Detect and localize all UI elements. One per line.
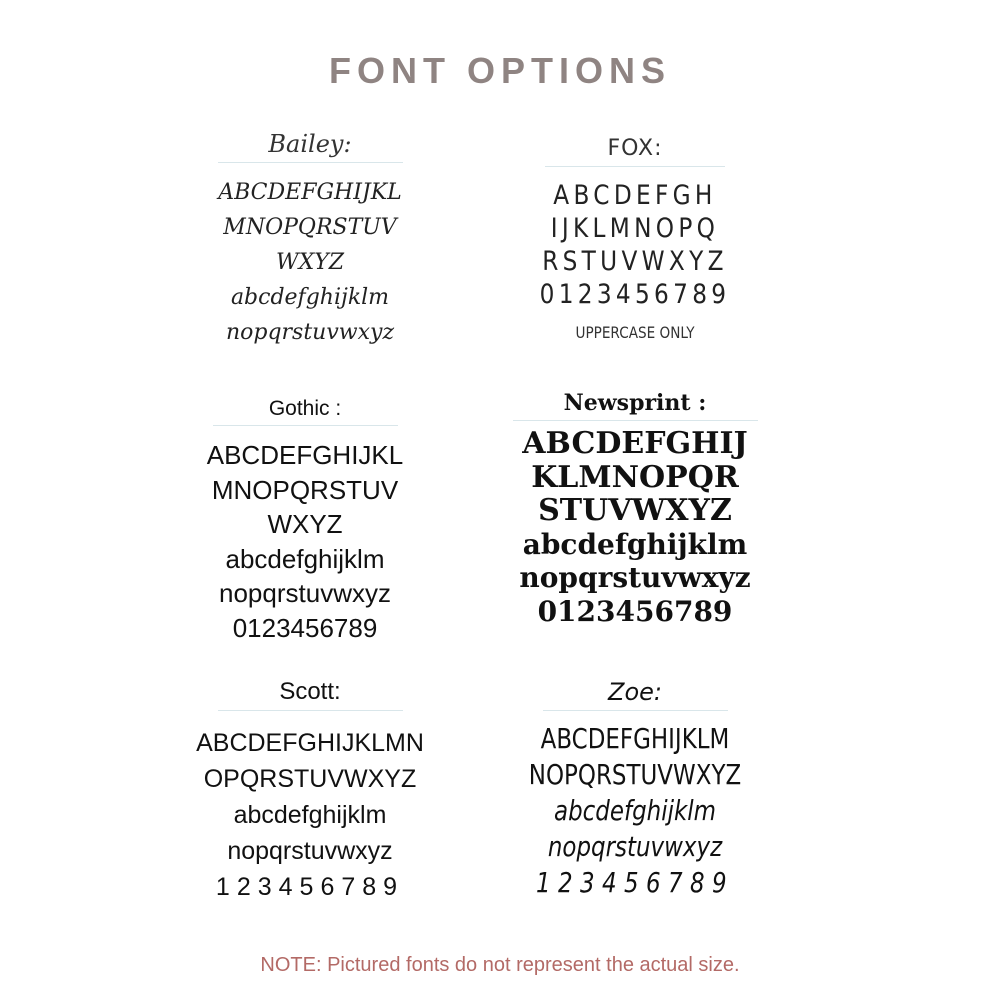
divider [218, 710, 403, 711]
sample-line: RSTUVWXYZ [542, 246, 728, 277]
sample-line: ABCDEFGH [553, 180, 717, 211]
divider [513, 420, 758, 421]
page-title: FONT OPTIONS [329, 50, 671, 91]
divider [545, 166, 725, 167]
sample-line: ABCDEFGHIJKLMN [196, 729, 424, 757]
font-sample-newsprint [490, 392, 780, 628]
font-name-bailey: Bailey: [268, 130, 352, 158]
font-sample-zoe [485, 680, 785, 901]
font-name-fox: FOX: [607, 136, 663, 161]
sample-line: KLMNOPQR [531, 459, 739, 495]
sample-line: WXYZ [267, 509, 343, 539]
size-disclaimer-note: NOTE: Pictured fonts do not represent the actual size. [260, 954, 740, 976]
sample-line: abcdefghijklm [225, 543, 385, 574]
font-name-zoe: Zoe: [608, 678, 662, 706]
sample-line: ABCDEFGHIJKLM [540, 722, 730, 755]
sample-line: MNOPQRSTUV [223, 215, 397, 240]
sample-line: abcdefghijklm [554, 794, 716, 827]
font-sample-gothic [155, 398, 455, 645]
sample-line: ABCDEFGHIJ [522, 426, 748, 461]
sample-line: ABCDEFGHIJKL [206, 440, 404, 470]
sample-line: 0123456789 [539, 279, 731, 310]
sample-line: 123456789 [536, 866, 734, 899]
sample-line: nopqrstuvwxyz [547, 830, 723, 863]
sample-line: NOPQRSTUVWXYZ [528, 758, 742, 791]
sample-line: MNOPQRSTUV [211, 474, 399, 505]
font-sample-scott [160, 680, 460, 905]
font-sample-bailey [160, 132, 460, 350]
sample-line: OPQRSTUVWXYZ [203, 765, 417, 793]
divider [543, 710, 728, 711]
sample-line: nopqrstuvwxyz [225, 320, 395, 345]
sample-line: nopqrstuvwxyz [219, 578, 391, 608]
sample-line: STUVWXYZ [538, 493, 732, 528]
sample-line: abcdefghijklm [230, 285, 390, 310]
divider [213, 425, 398, 426]
font-note-uppercase-only: UPPERCASE ONLY [575, 323, 695, 342]
sample-line: IJKLMNOPQ [550, 213, 720, 244]
sample-line: 0123456789 [537, 594, 733, 628]
sample-line: nopqrstuvwxyz [519, 561, 751, 594]
font-name-newsprint: Newsprint : [563, 390, 707, 416]
sample-line: nopqrstuvwxyz [227, 837, 393, 865]
font-name-gothic: Gothic : [268, 397, 342, 420]
font-name-scott: Scott: [279, 678, 341, 705]
sample-line: ABCDEFGHIJKL [218, 180, 402, 205]
sample-line: 0123456789 [232, 612, 378, 643]
sample-line: WXYZ [275, 250, 345, 275]
sample-line: 123456789 [215, 873, 405, 901]
sample-line: abcdefghijklm [522, 527, 748, 561]
sample-line: abcdefghijklm [233, 801, 387, 829]
font-sample-fox [500, 138, 770, 342]
divider [218, 162, 403, 163]
